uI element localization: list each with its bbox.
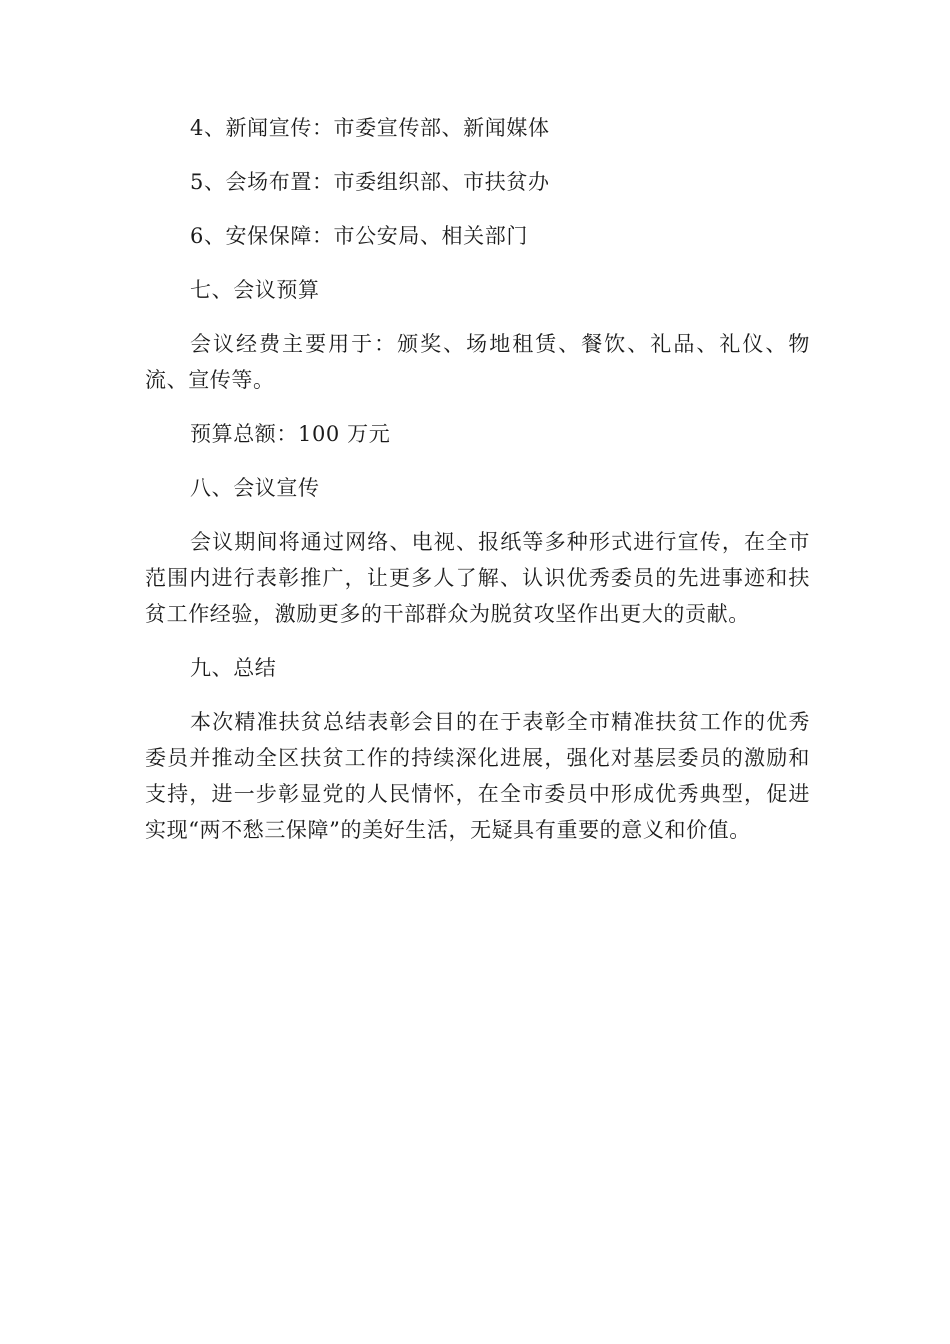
paragraph-summary: 本次精准扶贫总结表彰会目的在于表彰全市精准扶贫工作的优秀委员并推动全区扶贫工作的持续深化进展，强化对基层委员的激励和支持，进一步彰显党的人民情怀，在全市委员中形成优秀典型，促进实现“两不愁三保障”的美好生活，无疑具有重要的意义和价值。 [145,710,810,842]
paragraph-budget-total: 预算总额：100 万元 [190,422,391,446]
list-item-security: 6、安保保障：市公安局、相关部门 [190,224,528,248]
paragraph-budget-usage: 会议经费主要用于：颁奖、场地租赁、餐饮、礼品、礼仪、物流、宣传等。 [145,332,810,392]
document-body [145,110,810,866]
list-item-venue-setup: 5、会场布置：市委组织部、市扶贫办 [190,170,550,194]
section-heading-publicity: 八、会议宣传 [190,476,320,500]
section-heading-budget: 七、会议预算 [190,278,320,302]
paragraph-publicity: 会议期间将通过网络、电视、报纸等多种形式进行宣传，在全市范围内进行表彰推广，让更多人了解、认识优秀委员的先进事迹和扶贫工作经验，激励更多的干部群众为脱贫攻坚作出更大的贡献。 [145,530,810,626]
section-heading-summary: 九、总结 [190,656,277,680]
list-item-news-publicity: 4、新闻宣传：市委宣传部、新闻媒体 [190,116,550,140]
